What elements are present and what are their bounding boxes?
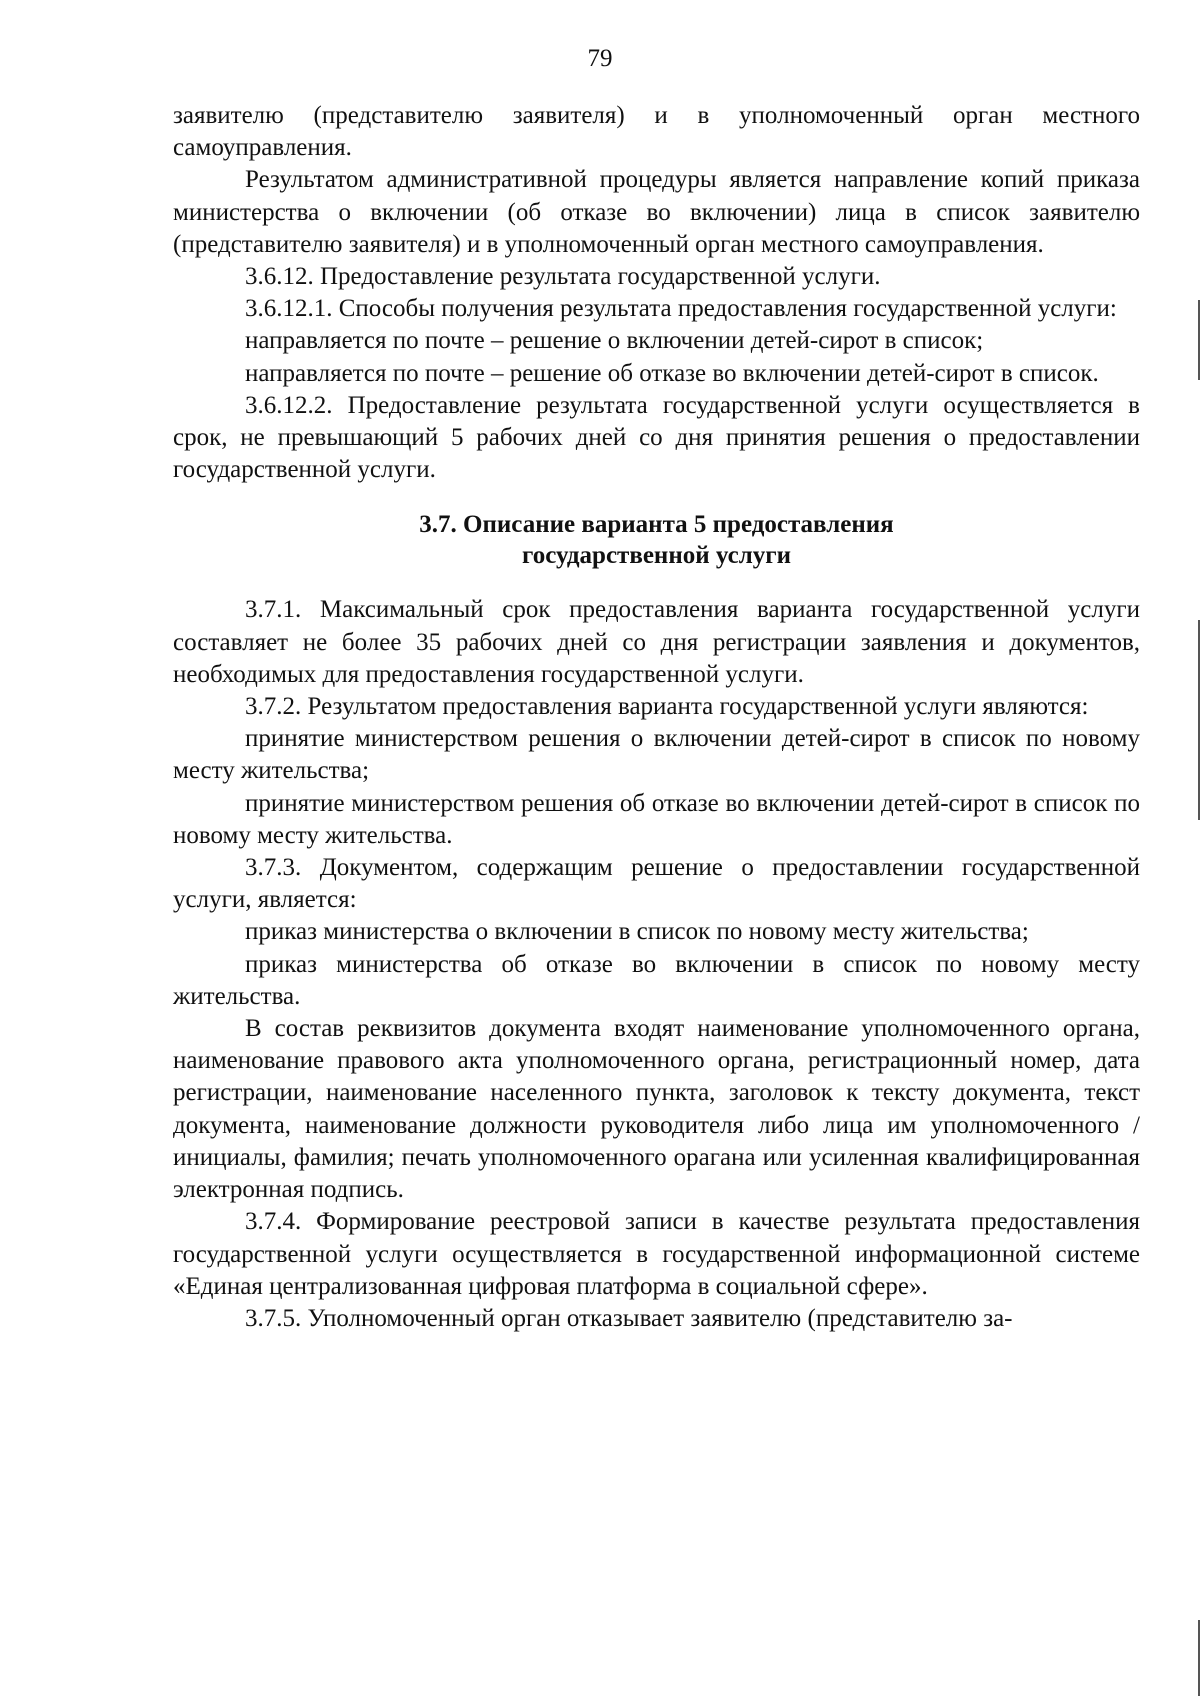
paragraph: 3.6.12. Предоставление результата государственной услуги. [245,263,881,291]
paragraph: 3.7.4. Формирование реестровой записи в качестве результата предоставления государственной услуги осуществляется в государственной информационной системе «Единая централизованная цифровая платформа в социальной сфере». [173,1208,1140,1300]
section-heading-line: государственной услуги [521,542,792,570]
paragraph: приказ министерства об отказе во включении в список по новому месту жительства. [173,950,1140,1010]
paragraph: 3.7.1. Максимальный срок предоставления варианта государственной услуги составляет не более 35 рабочих дней со дня регистрации заявления и документов, необходимых для предоставления государственной услуги. [173,596,1140,688]
section-heading-line: 3.7. Описание варианта 5 предоставления [419,511,894,539]
paragraph: 3.7.5. Уполномоченный орган отказывает заявителю (представителю за- [245,1304,1013,1332]
paragraph: 3.7.3. Документом, содержащим решение о предоставлении государственной услуги, является: [173,854,1140,914]
paragraph: 3.6.12.2. Предоставление результата государственной услуги осуществляется в срок, не превышающий 5 рабочих дней со дня принятия решения о предоставлении государственной услуги. [173,391,1140,484]
paragraph: принятие министерством решения о включении детей-сирот в список по новому месту жительства; [173,725,1140,785]
paragraph: направляется по почте – решение о включении детей-сирот в список; [245,327,984,355]
document-body [173,100,1140,1335]
paragraph: В состав реквизитов документа входят наименование уполномоченного органа, наименование правового акта уполномоченного органа, регистрационный номер, дата регистрации, наименование населенного пункта, заголовок к тексту документа, текст документа, наименование должности руководителя либо лица им уполномоченного / инициалы, фамилия; печать уполномоченного орагана или усиленная квалифицированная электронная подпись. [173,1015,1140,1204]
paragraph: 3.6.12.1. Способы получения результата предоставления государственной услуги: [245,295,1117,323]
paragraph: 3.7.2. Результатом предоставления варианта государственной услуги являются: [245,693,1089,721]
paragraph: принятие министерством решения об отказе во включении детей-сирот в список по новому месту жительства. [173,789,1140,849]
page-number: 79 [587,45,613,72]
paragraph: Результатом административной процедуры является направление копий приказа министерства о включении (об отказе во включении) лица в список заявителю (представителю заявителя) и в уполномоченный орган местного самоуправления. [173,166,1140,258]
paragraph: направляется по почте – решение об отказе во включении детей-сирот в список. [245,359,1099,387]
paragraph: заявителю (представителю заявителя) и в уполномоченный орган местного самоуправления. [173,102,1140,162]
section-heading [173,486,1140,594]
paragraph: приказ министерства о включении в список по новому месту жительства; [245,918,1029,946]
